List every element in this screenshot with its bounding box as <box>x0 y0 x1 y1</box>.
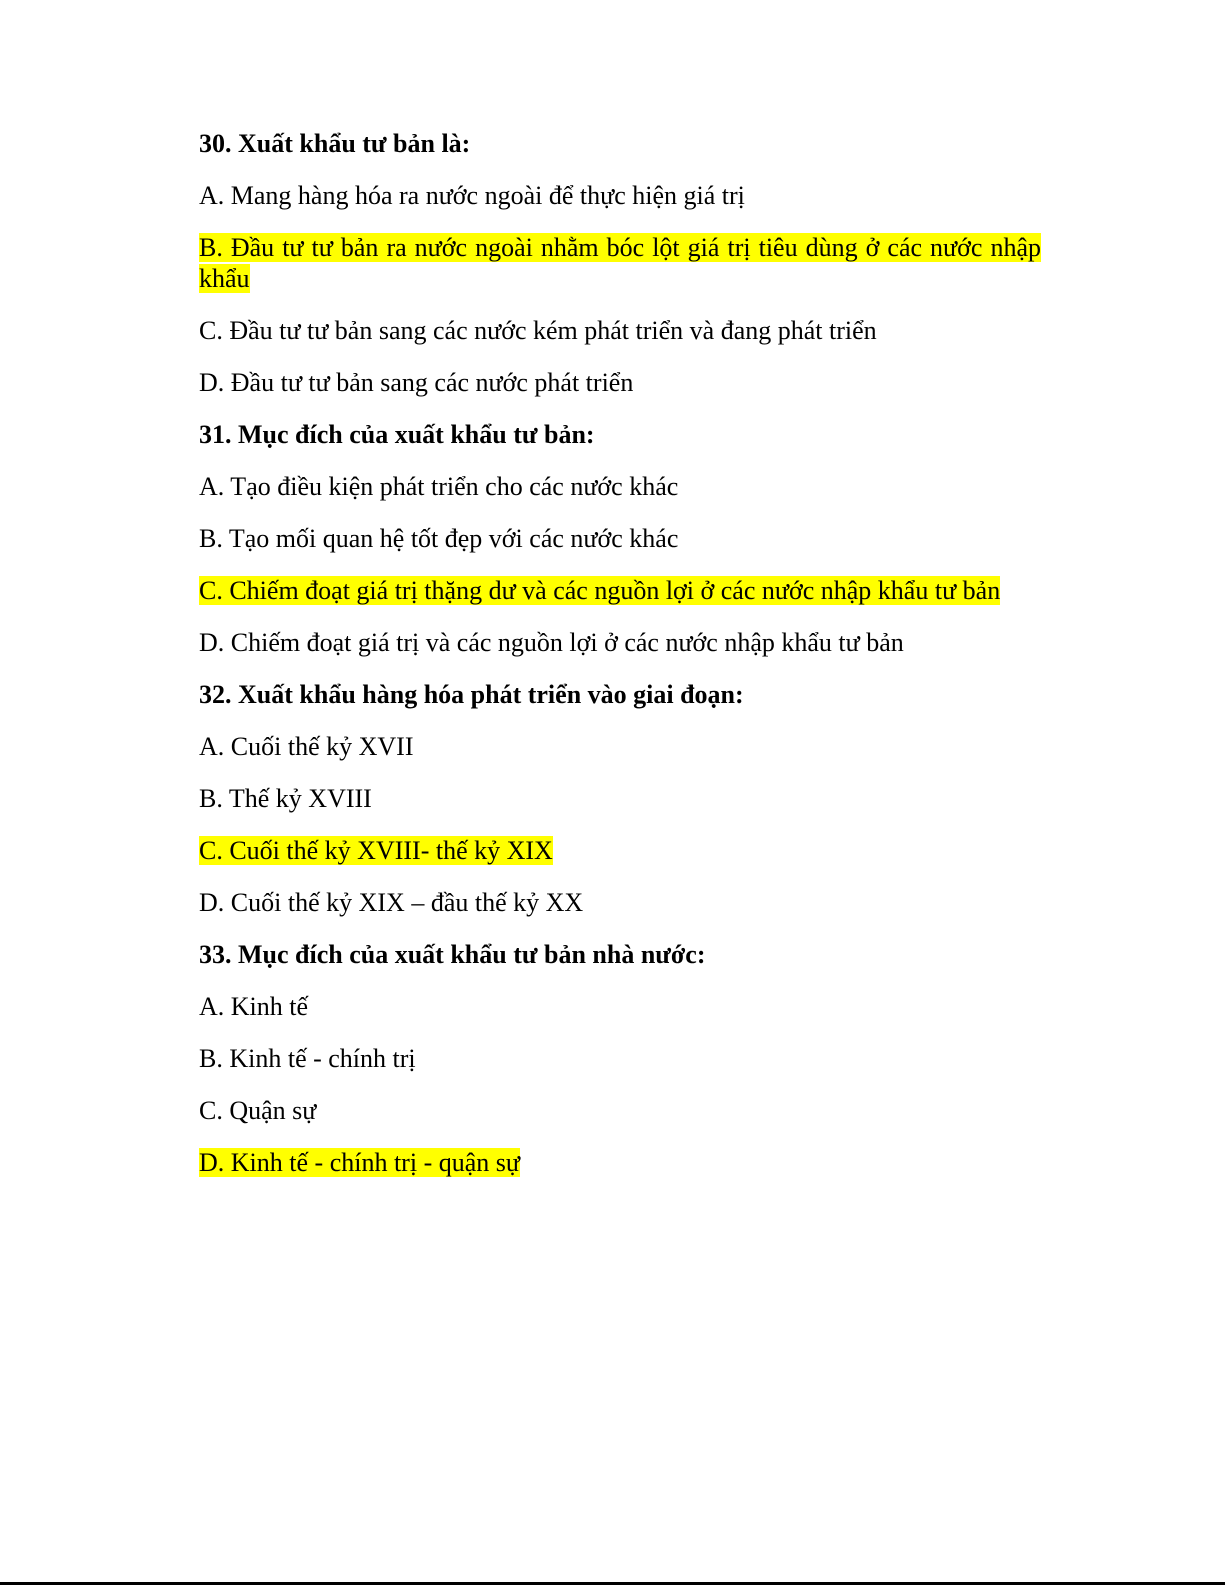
option-text: C. Đầu tư tư bản sang các nước kém phát triển và đang phát triển <box>199 316 877 345</box>
option-d <box>199 367 1041 398</box>
option-b <box>199 1043 1041 1074</box>
option-b <box>199 232 1041 294</box>
option-text: A. Cuối thế kỷ XVII <box>199 732 414 761</box>
option-d <box>199 627 1041 658</box>
question-title: 31. Mục đích của xuất khẩu tư bản: <box>199 420 595 449</box>
option-c <box>199 1095 1041 1126</box>
question-32 <box>199 679 1041 918</box>
question-33 <box>199 939 1041 1178</box>
option-c <box>199 315 1041 346</box>
option-d <box>199 887 1041 918</box>
question-title: 30. Xuất khẩu tư bản là: <box>199 129 471 158</box>
option-text: D. Chiếm đoạt giá trị và các nguồn lợi ở các nước nhập khẩu tư bản <box>199 628 904 657</box>
option-a <box>199 731 1041 762</box>
option-a <box>199 471 1041 502</box>
option-text: D. Cuối thế kỷ XIX – đầu thế kỷ XX <box>199 888 584 917</box>
option-b <box>199 523 1041 554</box>
question-30 <box>199 128 1041 398</box>
option-text: A. Kinh tế <box>199 992 309 1021</box>
option-d <box>199 1147 1041 1178</box>
question-title: 32. Xuất khẩu hàng hóa phát triển vào giai đoạn: <box>199 680 744 709</box>
option-text: C. Chiếm đoạt giá trị thặng dư và các nguồn lợi ở các nước nhập khẩu tư bản <box>199 576 1001 605</box>
option-text: B. Đầu tư tư bản ra nước ngoài nhằm bóc lột giá trị tiêu dùng ở các nước nhập khẩu <box>199 233 1041 293</box>
option-a <box>199 180 1041 211</box>
option-b <box>199 783 1041 814</box>
question-31 <box>199 419 1041 658</box>
option-text: A. Mang hàng hóa ra nước ngoài để thực hiện giá trị <box>199 181 745 210</box>
option-text: D. Đầu tư tư bản sang các nước phát triển <box>199 368 634 397</box>
option-c <box>199 575 1041 606</box>
option-text: B. Tạo mối quan hệ tốt đẹp với các nước khác <box>199 524 679 553</box>
option-text: B. Kinh tế - chính trị <box>199 1044 416 1073</box>
option-c <box>199 835 1041 866</box>
question-title: 33. Mục đích của xuất khẩu tư bản nhà nước: <box>199 940 706 969</box>
option-text: C. Quận sự <box>199 1096 317 1125</box>
option-text: A. Tạo điều kiện phát triển cho các nước khác <box>199 472 679 501</box>
option-text: C. Cuối thế kỷ XVIII- thế kỷ XIX <box>199 836 553 865</box>
option-text: B. Thế kỷ XVIII <box>199 784 372 813</box>
option-text: D. Kinh tế - chính trị - quận sự <box>199 1148 520 1177</box>
option-a <box>199 991 1041 1022</box>
document-page <box>199 128 1041 1199</box>
